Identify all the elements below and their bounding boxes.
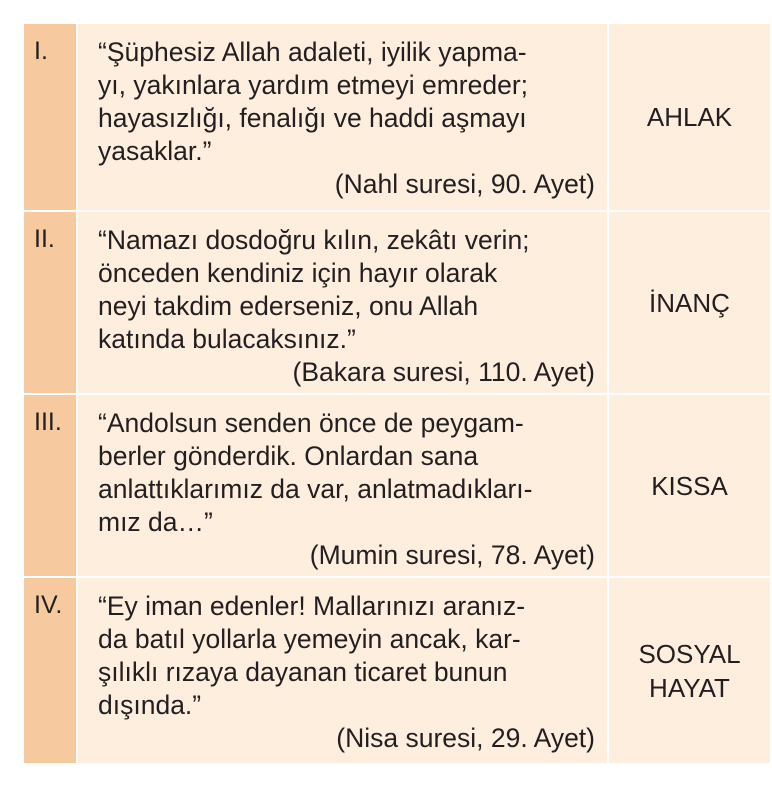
verse-line: anlattıklarımız da var, anlatmadıkları- [98, 474, 533, 504]
verse-text [78, 395, 607, 572]
verse-source: (Nahl suresi, 90. Ayet) [334, 169, 595, 199]
verse-line: önceden kendiniz için hayır olarak [98, 258, 498, 288]
topic-label: AHLAK [646, 102, 733, 132]
verse-line: yı, yakınlara yardım etmeyi emreder; [98, 70, 529, 100]
topic-label: KISSA [651, 470, 728, 501]
table-row [23, 394, 771, 577]
verse-line: “Şüphesiz Allah adaleti, iyilik yapma- [98, 37, 527, 67]
verse-line: “Ey iman edenler! Mallarınızı aranız- [98, 591, 526, 621]
verse-line: katında bulacaksınız.” [98, 324, 356, 354]
row-number: II. [34, 225, 55, 253]
verse-topic-table [22, 22, 772, 765]
verse-line: “Namazı dosdoğru kılın, zekâtı verin; [98, 225, 530, 255]
table-row [23, 211, 771, 394]
row-number: I. [34, 37, 48, 65]
verse-line: neyi takdim ederseniz, onu Allah [98, 291, 479, 321]
verse-cell [77, 211, 608, 394]
verse-line: dışında.” [98, 690, 202, 720]
verse-cell [77, 23, 608, 211]
topic-label-line-2: HAYAT [649, 672, 730, 703]
row-number: IV. [34, 591, 63, 619]
topic-cell [608, 394, 771, 577]
verse-line: berler gönderdik. Onlardan sana [98, 441, 479, 471]
verse-line: yasaklar.” [98, 136, 212, 166]
row-number: III. [34, 408, 62, 436]
verse-text [78, 24, 607, 201]
row-number-cell [23, 577, 77, 764]
verse-cell [77, 394, 608, 577]
table-row [23, 577, 771, 764]
topic-cell [608, 577, 771, 764]
topic-cell [608, 23, 771, 211]
verse-source: (Nisa suresi, 29. Ayet) [336, 723, 595, 753]
row-number-cell [23, 23, 77, 211]
verse-line: hayasızlığı, fenalığı ve haddi aşmayı [98, 103, 527, 133]
verse-source: (Bakara suresi, 110. Ayet) [292, 357, 595, 387]
table-row [23, 23, 771, 211]
verse-line: “Andolsun senden önce de peygam- [98, 408, 524, 438]
topic-label: İNANÇ [649, 287, 730, 318]
verse-line: mız da…” [98, 507, 213, 537]
topic-cell [608, 211, 771, 394]
verse-line: şılıklı rızaya dayanan ticaret bunun [98, 657, 508, 687]
row-number-cell [23, 211, 77, 394]
verse-line: da batıl yollarla yemeyin ancak, kar- [98, 624, 521, 654]
verse-text [78, 578, 607, 755]
row-number-cell [23, 394, 77, 577]
verse-source: (Mumin suresi, 78. Ayet) [309, 540, 595, 570]
verse-cell [77, 577, 608, 764]
topic-label-line-1: SOSYAL [638, 638, 741, 669]
verse-text [78, 212, 607, 389]
